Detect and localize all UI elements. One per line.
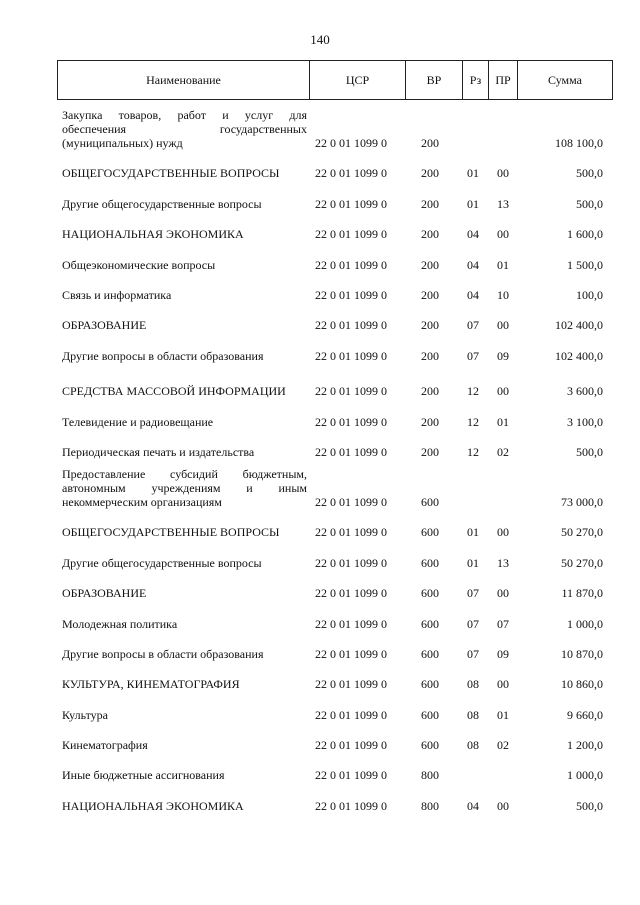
cell-rz: 12 [467,415,479,429]
cell-vr: 200 [421,349,439,363]
table-row [57,150,613,180]
cell-sum: 100,0 [576,288,603,302]
cell-csr: 22 0 01 1099 0 [315,799,387,813]
cell-pr: 00 [497,525,509,539]
table-row [57,241,613,272]
cell-vr: 600 [421,556,439,570]
cell-csr: 22 0 01 1099 0 [315,617,387,631]
cell-csr: 22 0 01 1099 0 [315,197,387,211]
cell-name: Предоставление субсидий бюджетным, автономным учреждениям и иным некоммерческим организациям [62,467,307,509]
cell-vr: 200 [421,415,439,429]
header-name: Наименование [58,61,310,99]
cell-rz: 01 [467,556,479,570]
cell-sum: 500,0 [576,799,603,813]
cell-csr: 22 0 01 1099 0 [315,288,387,302]
cell-name: ОБРАЗОВАНИЕ [62,586,147,600]
table-row [57,509,613,539]
cell-csr: 22 0 01 1099 0 [315,495,387,509]
cell-vr: 200 [421,227,439,241]
cell-name: Кинематография [62,738,148,752]
table-row [57,661,613,691]
cell-sum: 108 100,0 [555,136,603,150]
cell-sum: 10 860,0 [561,677,603,691]
cell-pr: 00 [497,677,509,691]
cell-name: Закупка товаров, работ и услуг для обеспечения государственных (муниципальных) нужд [62,108,307,150]
cell-rz: 04 [467,227,479,241]
cell-name: Другие вопросы в области образования [62,647,264,661]
header-vr: ВР [406,61,463,99]
cell-vr: 800 [421,799,439,813]
cell-csr: 22 0 01 1099 0 [315,166,387,180]
cell-pr: 13 [497,197,509,211]
table-row [57,631,613,661]
table-row [57,429,613,459]
cell-pr: 00 [497,799,509,813]
cell-vr: 600 [421,647,439,661]
cell-csr: 22 0 01 1099 0 [315,415,387,429]
cell-rz: 12 [467,384,479,398]
cell-pr: 00 [497,384,509,398]
cell-csr: 22 0 01 1099 0 [315,349,387,363]
cell-pr: 01 [497,708,509,722]
cell-pr: 01 [497,415,509,429]
cell-rz: 07 [467,586,479,600]
cell-pr: 07 [497,617,509,631]
cell-csr: 22 0 01 1099 0 [315,708,387,722]
table-row [57,600,613,631]
cell-csr: 22 0 01 1099 0 [315,525,387,539]
cell-csr: 22 0 01 1099 0 [315,556,387,570]
cell-name: Иные бюджетные ассигнования [62,768,225,782]
cell-vr: 600 [421,495,439,509]
cell-rz: 04 [467,288,479,302]
header-rz: Рз [463,61,489,99]
cell-vr: 800 [421,768,439,782]
cell-vr: 600 [421,586,439,600]
cell-rz: 12 [467,445,479,459]
cell-sum: 500,0 [576,197,603,211]
cell-sum: 102 400,0 [555,349,603,363]
table-row [57,211,613,241]
page-number: 140 [310,32,330,47]
cell-sum: 1 200,0 [567,738,603,752]
cell-name: Другие общегосударственные вопросы [62,556,262,570]
cell-vr: 200 [421,384,439,398]
cell-vr: 200 [421,288,439,302]
cell-rz: 01 [467,166,479,180]
cell-name: Культура [62,708,108,722]
cell-rz: 07 [467,617,479,631]
cell-rz: 07 [467,647,479,661]
cell-csr: 22 0 01 1099 0 [315,445,387,459]
cell-sum: 11 870,0 [561,586,603,600]
cell-name: ОБРАЗОВАНИЕ [62,318,147,332]
header-pr: ПР [489,61,518,99]
cell-csr: 22 0 01 1099 0 [315,318,387,332]
table-row [57,539,613,570]
cell-csr: 22 0 01 1099 0 [315,738,387,752]
cell-name: ОБЩЕГОСУДАРСТВЕННЫЕ ВОПРОСЫ [62,525,280,539]
cell-sum: 102 400,0 [555,318,603,332]
cell-pr: 00 [497,586,509,600]
cell-pr: 09 [497,647,509,661]
cell-vr: 200 [421,136,439,150]
cell-pr: 00 [497,166,509,180]
cell-csr: 22 0 01 1099 0 [315,258,387,272]
cell-vr: 200 [421,197,439,211]
cell-csr: 22 0 01 1099 0 [315,136,387,150]
table-body [57,100,613,813]
cell-pr: 02 [497,445,509,459]
cell-sum: 10 870,0 [561,647,603,661]
table-row [57,570,613,600]
cell-rz: 07 [467,318,479,332]
table-row [57,100,613,150]
cell-pr: 01 [497,258,509,272]
table-row [57,180,613,211]
cell-name: Молодежная политика [62,617,178,631]
table-row [57,398,613,429]
cell-name: ОБЩЕГОСУДАРСТВЕННЫЕ ВОПРОСЫ [62,166,280,180]
cell-rz: 07 [467,349,479,363]
cell-vr: 200 [421,318,439,332]
cell-sum: 500,0 [576,166,603,180]
table-row [57,363,613,398]
table-row [57,332,613,363]
cell-sum: 3 600,0 [567,384,603,398]
cell-vr: 600 [421,617,439,631]
cell-rz: 08 [467,738,479,752]
cell-vr: 600 [421,738,439,752]
cell-csr: 22 0 01 1099 0 [315,586,387,600]
table-row [57,272,613,302]
cell-sum: 9 660,0 [567,708,603,722]
cell-rz: 04 [467,799,479,813]
cell-pr: 09 [497,349,509,363]
cell-sum: 1 000,0 [567,617,603,631]
cell-pr: 13 [497,556,509,570]
cell-sum: 500,0 [576,445,603,459]
cell-sum: 50 270,0 [561,556,603,570]
cell-rz: 08 [467,677,479,691]
cell-vr: 200 [421,166,439,180]
cell-vr: 200 [421,445,439,459]
cell-name: КУЛЬТУРА, КИНЕМАТОГРАФИЯ [62,677,240,691]
cell-pr: 00 [497,318,509,332]
cell-vr: 600 [421,677,439,691]
table-row [57,459,613,509]
table-row [57,752,613,782]
cell-name: Другие общегосударственные вопросы [62,197,262,211]
cell-sum: 3 100,0 [567,415,603,429]
cell-csr: 22 0 01 1099 0 [315,227,387,241]
cell-vr: 200 [421,258,439,272]
cell-csr: 22 0 01 1099 0 [315,677,387,691]
cell-sum: 1 500,0 [567,258,603,272]
table-row [57,722,613,752]
cell-name: НАЦИОНАЛЬНАЯ ЭКОНОМИКА [62,227,244,241]
cell-csr: 22 0 01 1099 0 [315,768,387,782]
cell-sum: 50 270,0 [561,525,603,539]
cell-name: Другие вопросы в области образования [62,349,264,363]
table-row [57,302,613,332]
cell-csr: 22 0 01 1099 0 [315,384,387,398]
cell-csr: 22 0 01 1099 0 [315,647,387,661]
cell-rz: 01 [467,197,479,211]
cell-rz: 04 [467,258,479,272]
table-row [57,691,613,722]
cell-sum: 73 000,0 [561,495,603,509]
cell-name: Связь и информатика [62,288,172,302]
header-csr: ЦСР [310,61,406,99]
cell-pr: 10 [497,288,509,302]
cell-name: СРЕДСТВА МАССОВОЙ ИНФОРМАЦИИ [62,384,286,398]
cell-sum: 1 600,0 [567,227,603,241]
cell-rz: 08 [467,708,479,722]
cell-name: Общеэкономические вопросы [62,258,216,272]
cell-rz: 01 [467,525,479,539]
cell-name: НАЦИОНАЛЬНАЯ ЭКОНОМИКА [62,799,244,813]
cell-name: Телевидение и радиовещание [62,415,214,429]
cell-pr: 00 [497,227,509,241]
cell-pr: 02 [497,738,509,752]
table-header [57,60,613,100]
table-row [57,782,613,813]
cell-sum: 1 000,0 [567,768,603,782]
cell-vr: 600 [421,525,439,539]
cell-name: Периодическая печать и издательства [62,445,255,459]
cell-vr: 600 [421,708,439,722]
header-sum: Сумма [548,72,582,87]
